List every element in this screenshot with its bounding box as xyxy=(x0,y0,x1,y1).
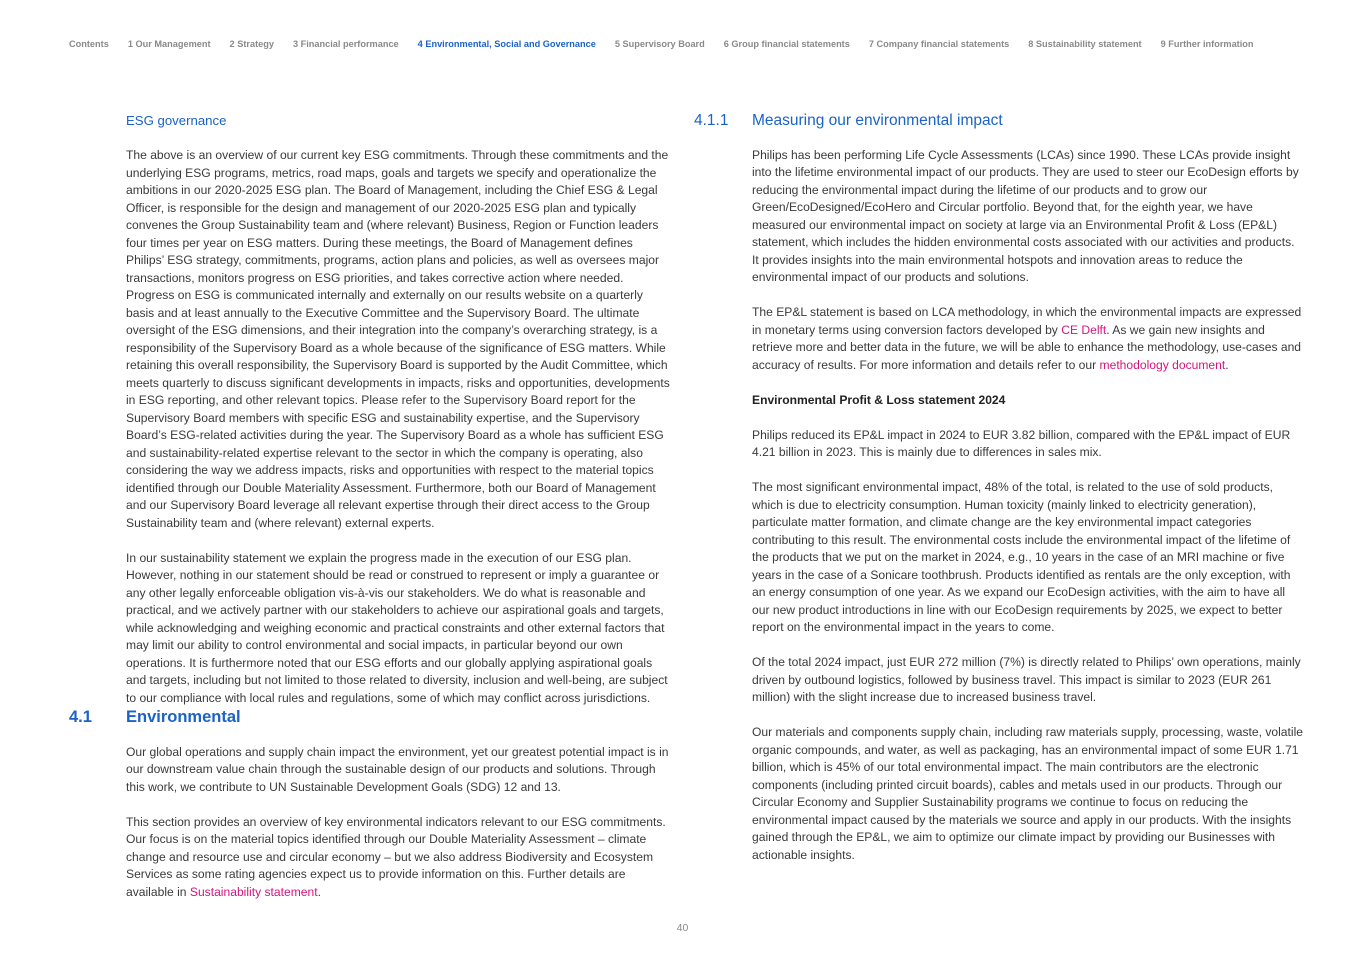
section-title: Environmental xyxy=(126,708,241,726)
nav-group-financial-statements[interactable]: 6 Group financial statements xyxy=(723,39,850,49)
section-number: 4.1 xyxy=(69,708,92,726)
nav-esg[interactable]: 4 Environmental, Social and Governance xyxy=(417,39,596,49)
paragraph: The most significant environmental impact, 48% of the total, is related to the use of sold products, which is due to electricity consumption. Human toxicity (mainly linked to electricity generation), particulate matter formation, and climate change are the key environmental impact categories contributing to this result. The environmental costs include the environmental impact of the lifetime of the products that we put on the market in 2024, e.g., 10 years in the case of an MRI machine or five years in the case of a Sonicare toothbrush. Products identified as rentals are the only exception, with an energy consumption of one year. As we expand our EcoDesign activities, with the aim to have all our new product introductions in line with our EcoDesign requirements by 2025, we expect to better report on the environmental impact in the years to come. xyxy=(752,480,1291,634)
text: . xyxy=(1225,357,1229,372)
paragraph: Our global operations and supply chain impact the environment, yet our greatest potential impact is in our downstream value chain through the sustainable design of our products and solutions. Through this work, we contribute to UN Sustainable Development Goals (SDG) 12 and 13. xyxy=(126,744,669,794)
ce-delft-link[interactable]: CE Delft xyxy=(1061,322,1107,337)
left-column xyxy=(126,112,674,919)
nav-company-financial-statements[interactable]: 7 Company financial statements xyxy=(868,39,1010,49)
paragraph: Our materials and components supply chain, including raw materials supply, processing, waste, volatile organic compounds, and water, as well as packaging, has an environmental impact of some EUR 1.71 billion, which is 45% of our total environmental impact. The main contributors are the electronic components (including printed circuit boards), cables and metals used in our products. Through our Circular Economy and Supplier Sustainability programs we continue to focus on reducing the environmental impact caused by the materials we source and apply in our products. With the insights gained through the EP&L, we aim to optimize our climate impact by providing our Businesses with actionable insights. xyxy=(752,725,1303,862)
nav-supervisory-board[interactable]: 5 Supervisory Board xyxy=(614,39,705,49)
subsection-number: 4.1.1 xyxy=(694,112,729,129)
subsection-title: Measuring our environmental impact xyxy=(752,112,1003,129)
esg-governance-heading: ESG governance xyxy=(126,113,227,128)
nav-further-information[interactable]: 9 Further information xyxy=(1160,39,1254,49)
paragraph: Philips has been performing Life Cycle Assessments (LCAs) since 1990. These LCAs provide insight into the lifetime environmental impact of our products. They are used to steer our EcoDesign efforts by reducing the environmental impact during the lifetime of our products and to grow our Green/EcoDesigned/EcoHero and Circular portfolio. Beyond that, for the eighth year, we have measured our environmental impact on society at large via an Environmental Profit & Loss (EP&L) statement, which includes the hidden environmental costs associated with our activities and products. It provides insights into the main environmental hotspots and innovation areas to reduce the environmental impact of our products and solutions. xyxy=(752,147,1299,284)
text: The EP&L statement is based on LCA methodology, in which the environmental impacts are expressed in monetary terms using conversion factors developed by xyxy=(752,305,1302,337)
text: . xyxy=(317,884,321,899)
sustainability-statement-link[interactable]: Sustainability statement xyxy=(189,884,318,899)
nav-our-management[interactable]: 1 Our Management xyxy=(127,39,211,49)
paragraph: The above is an overview of our current key ESG commitments. Through these commitments and the underlying ESG programs, metrics, road maps, goals and targets we specify and operationalize the ambitions in our 2020-2025 ESG plan. The Board of Management, including the Chief ESG & Legal Officer, is responsible for the design and management of our 2020-2025 ESG plan and typically convenes the Group Sustainability team and (where relevant) Business, Region or Function leaders four times per year on ESG matters. During these meetings, the Board of Management defines Philips’ ESG strategy, commitments, programs, action plans and policies, as well as oversees major transactions, monitors progress on ESG priorities, and takes corrective action where needed. Progress on ESG is communicated internally and externally on our results website on a quarterly basis and at least annually to the Executive Committee and the Supervisory Board. The ultimate oversight of the ESG dimensions, and their integration into the company’s overarching strategy, is a responsibility of the Supervisory Board as a whole because of the significance of ESG matters. While retaining this overall responsibility, the Supervisory Board is supported by the Audit Committee, which meets quarterly to discuss significant developments in impacts, risks and opportunities, developments in ESG reporting, and other relevant topics. Please refer to the Supervisory Board report for the Supervisory Board members with specific ESG and sustainability expertise, and the Supervisory Board’s ESG-related activities during the year. The Supervisory Board as a whole has sufficient ESG and sustainability-related expertise relevant to the sector in which the company is operating, also considering the way we address impacts, risks and opportunities with respect to the material topics identified through our Double Materiality Assessment. Furthermore, both our Board of Management and our Supervisory Board leverage all relevant expertise through their direct access to the Group Sustainability team and (where relevant) external experts. xyxy=(126,148,670,530)
paragraph xyxy=(752,304,1304,374)
text: This section provides an overview of key environmental indicators relevant to our ESG commitments. Our focus is on the material topics identified through our Double Materiality Assessment – climate change and resource use and circular economy – but we also address Biodiversity and Ecosystem Services as some rating agencies expect us to provide information on this. Further details are available in xyxy=(126,814,666,899)
text: . As we gain new insights and retrieve more and better data in the future, we will be able to enhance the methodology, use-cases and accuracy of results. For more information and details refer to our xyxy=(752,322,1302,372)
paragraph: Philips reduced its EP&L impact in 2024 to EUR 3.82 billion, compared with the EP&L impact of EUR 4.21 billion in 2023. This is mainly due to differences in sales mix. xyxy=(752,427,1291,459)
page-number: 40 xyxy=(676,922,689,934)
epl-heading: Environmental Profit & Loss statement 2024 xyxy=(752,392,1006,407)
methodology-document-link[interactable]: methodology document xyxy=(1099,357,1226,372)
paragraph: In our sustainability statement we explain the progress made in the execution of our ESG plan. However, nothing in our statement should be read or construed to represent or imply a guarantee or any other legally enforceable obligation vis-à-vis our stakeholders. We do what is reasonable and practical, and we actively partner with our stakeholders to achieve our aspirational goals and targets, while acknowledging and weighing economic and practical constraints and other external factors that may limit our ability to control environmental and social impacts, in particular beyond our own operations. It is furthermore noted that our ESG efforts and our globally applying aspirational goals and targets, including but not limited to those related to diversity, inclusion and well-being, are subject to our compliance with local rules and regulations, some of which may conflict across jurisdictions. xyxy=(126,550,668,705)
nav-contents[interactable]: Contents xyxy=(69,39,109,49)
paragraph xyxy=(126,814,674,902)
top-navigation xyxy=(69,39,1273,49)
nav-financial-performance[interactable]: 3 Financial performance xyxy=(292,39,399,49)
right-column xyxy=(752,112,1304,882)
nav-strategy[interactable]: 2 Strategy xyxy=(229,39,274,49)
nav-sustainability-statement[interactable]: 8 Sustainability statement xyxy=(1028,39,1142,49)
paragraph: Of the total 2024 impact, just EUR 272 million (7%) is directly related to Philips’ own operations, mainly driven by outbound logistics, followed by business travel. This impact is similar to 2023 (EUR 261 million) with the slight increase due to increased business travel. xyxy=(752,655,1301,704)
